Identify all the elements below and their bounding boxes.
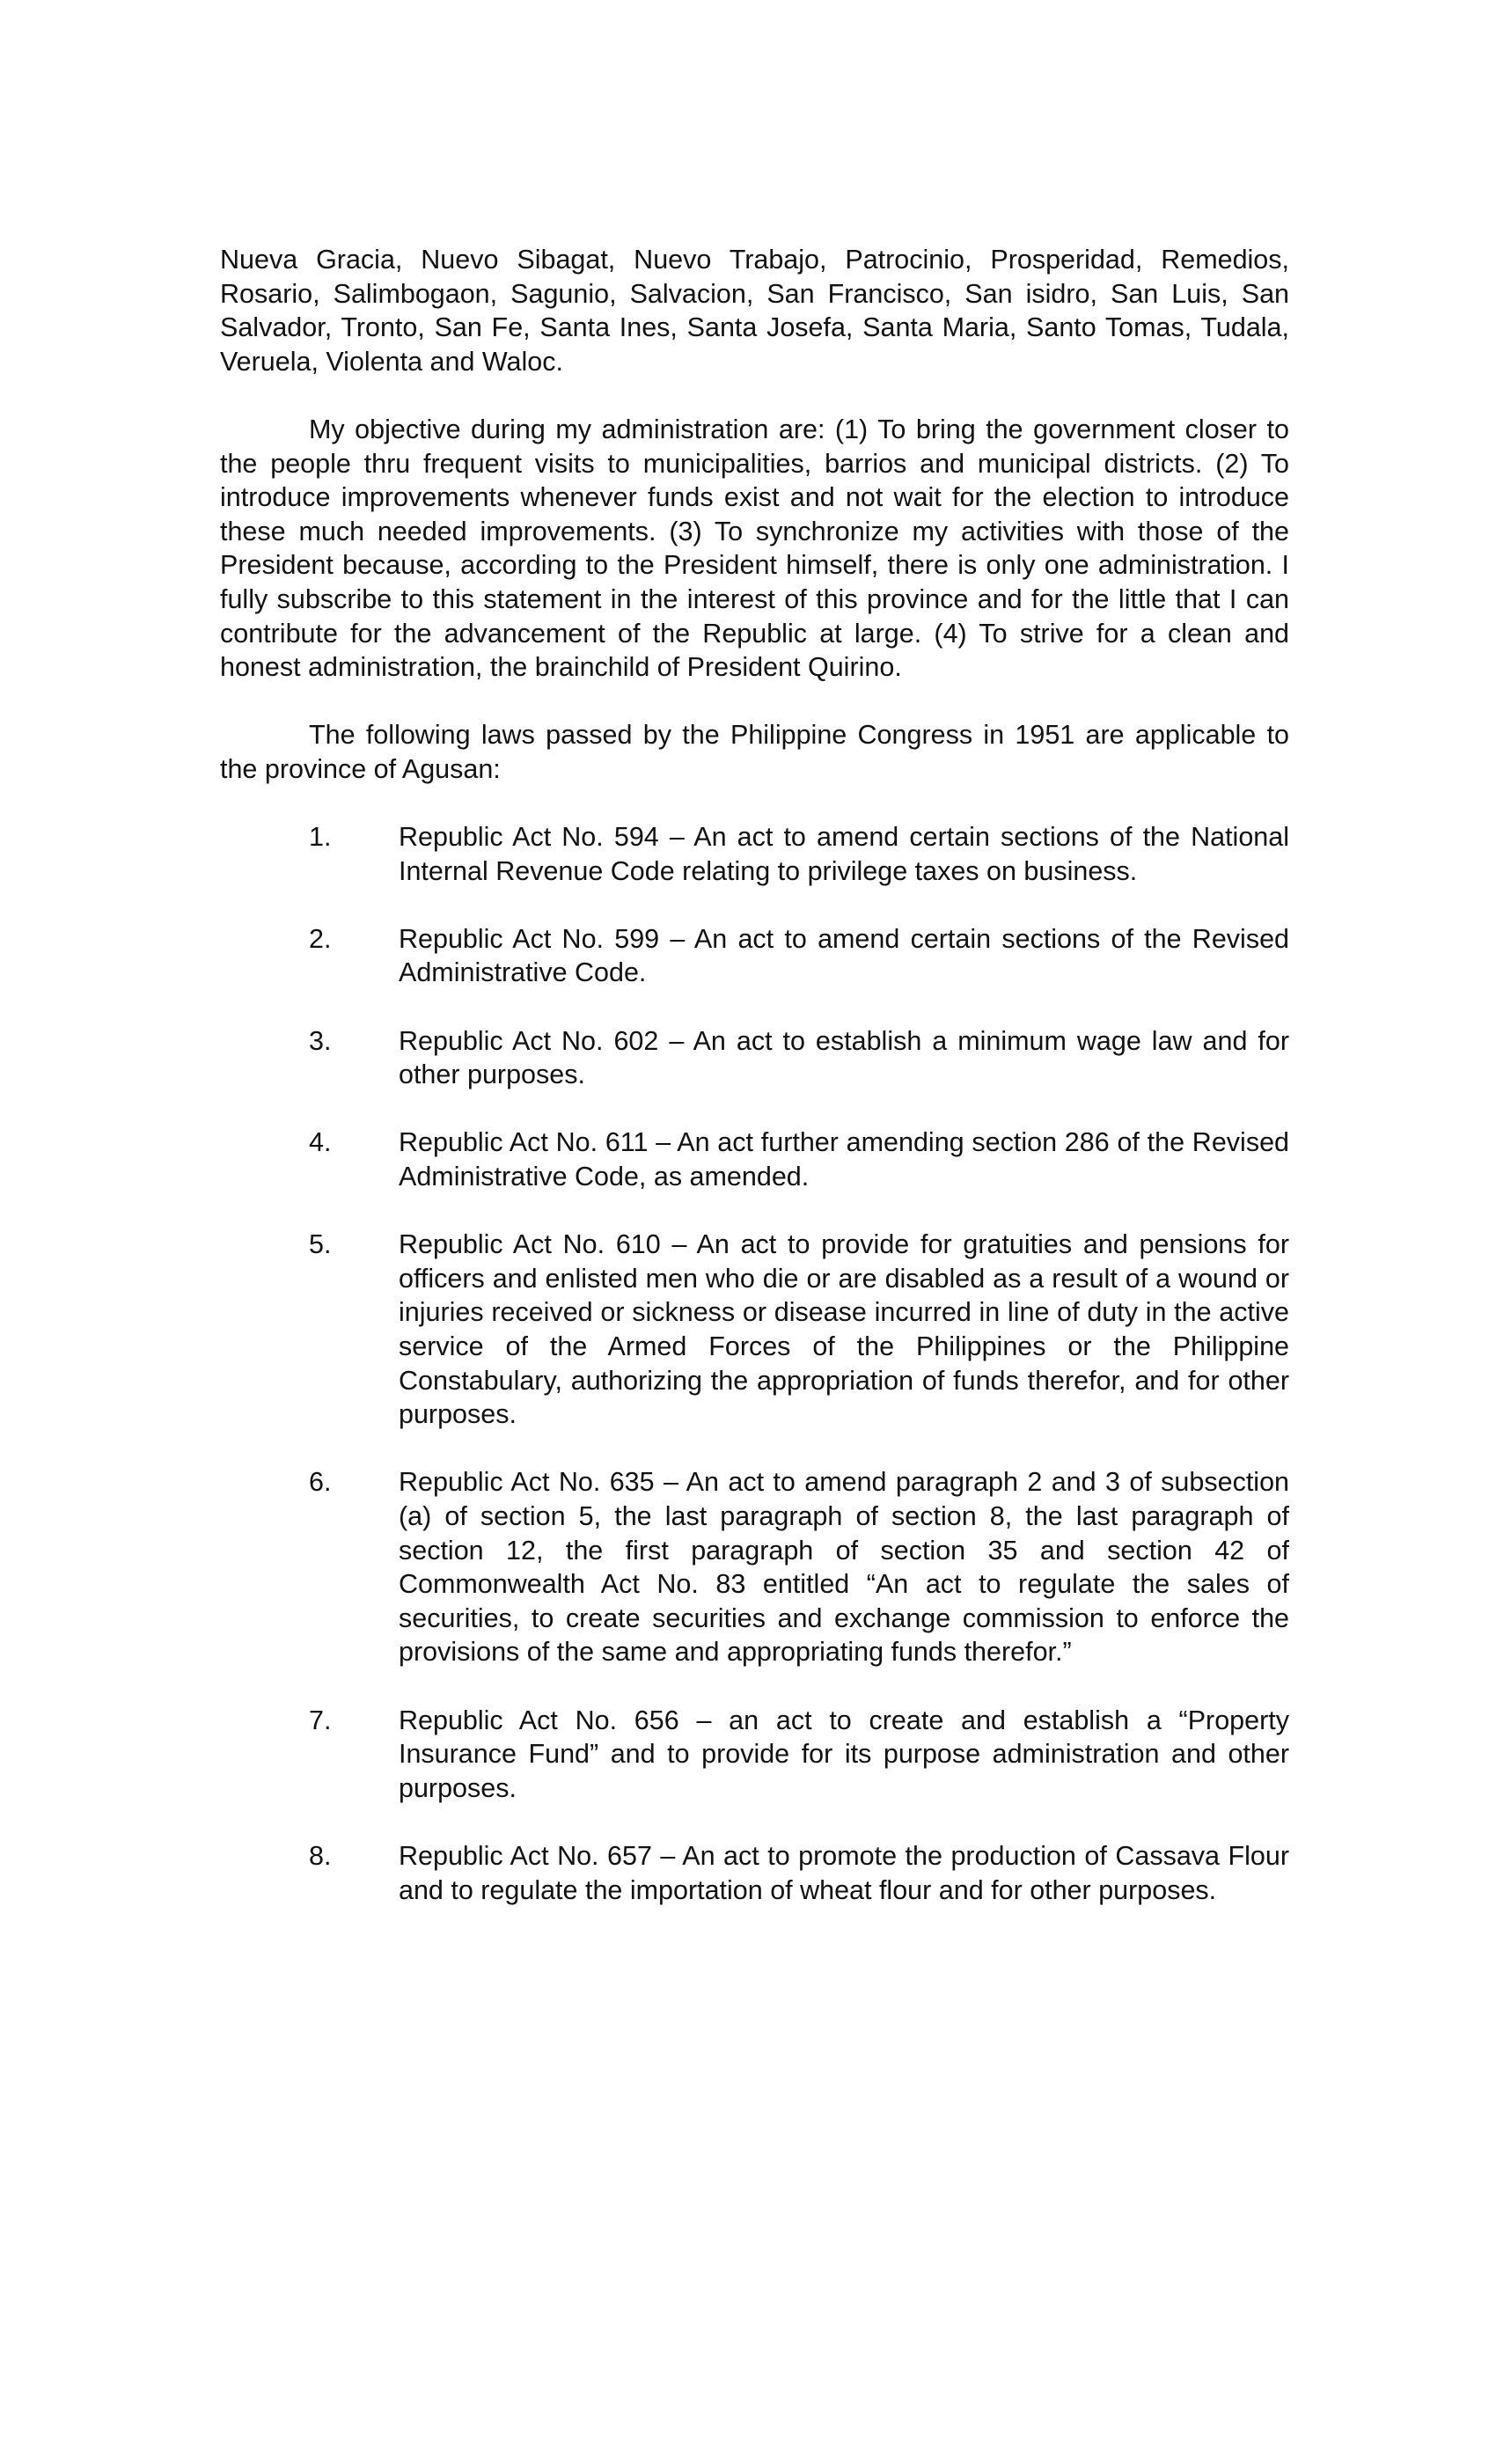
list-item-number: 6. [309, 1467, 332, 1498]
list-item-number: 8. [309, 1840, 332, 1871]
paragraph-spacer [220, 378, 1289, 413]
list-item [220, 1465, 1289, 1669]
list-item-text: Republic Act No. 610 – An act to provide for gratuities and pensions for officers and enlisted men who die or are disabled as a result of a wound or injuries received or sickness or disease incurred in line of duty in the active service of the Armed Forces of the Philippines or the Philippine Constabulary, authorizing the appropriation of funds therefor, and for other purposes. [399, 1229, 1289, 1430]
paragraph-municipalities: Nueva Gracia, Nuevo Sibagat, Nuevo Trabajo, Patrocinio, Prosperidad, Remedios, Rosario, Salimbogaon, Sagunio, Salvacion, San Francisco, San isidro, San Luis, San Salvador, Tronto, San Fe, Santa Ines, Santa Josefa, Santa Maria, Santo Tomas, Tudala, Veruela, Violenta and Waloc. [220, 245, 1289, 377]
list-item-text: Republic Act No. 611 – An act further amending section 286 of the Revised Administrative Code, as amended. [399, 1127, 1289, 1192]
document-page [220, 243, 1289, 1907]
list-item-text: Republic Act No. 657 – An act to promote the production of Cassava Flour and to regulate the importation of wheat flour and for other purposes. [399, 1840, 1289, 1905]
list-item-number: 5. [309, 1229, 332, 1260]
paragraph-laws-intro: The following laws passed by the Philippine Congress in 1951 are applicable to the province of Agusan: [220, 720, 1289, 784]
list-item-number: 4. [309, 1127, 332, 1158]
paragraph-spacer [220, 685, 1289, 719]
list-item [220, 1228, 1289, 1432]
list-item-text: Republic Act No. 635 – An act to amend paragraph 2 and 3 of subsection (a) of section 5, the last paragraph of section 8, the last paragraph of section 12, the first paragraph of section 35 and section 42 of Commonwealth Act No. 83 entitled “An act to regulate the sales of securities, to create securities and exchange commission to enforce the provisions of the same and appropriating funds therefor.” [399, 1467, 1289, 1668]
paragraph-spacer [220, 787, 1289, 821]
list-item [220, 1839, 1289, 1907]
list-item-text: Republic Act No. 656 – an act to create and establish a “Property Insurance Fund” and to provide for its purpose administration and other purposes. [399, 1705, 1289, 1803]
list-item-number: 2. [309, 923, 332, 954]
list-item [220, 1704, 1289, 1806]
paragraph-objectives: My objective during my administration are: (1) To bring the government closer to the people thru frequent visits to municipalities, barrios and municipal districts. (2) To introduce improvements whenever funds exist and not wait for the election to introduce these much needed improvements. (3) To synchronize my activities with those of the President because, according to the President himself, there is only one administration. I fully subscribe to this statement in the interest of this province and for the little that I can contribute for the advancement of the Republic at large. (4) To strive for a clean and honest administration, the brainchild of President Quirino. [220, 414, 1289, 683]
list-item-number: 3. [309, 1025, 332, 1056]
laws-list [220, 820, 1289, 1907]
list-item [220, 1024, 1289, 1092]
list-item-text: Republic Act No. 599 – An act to amend certain sections of the Revised Administrative Code. [399, 923, 1289, 988]
list-item-text: Republic Act No. 602 – An act to establish a minimum wage law and for other purposes. [399, 1025, 1289, 1090]
list-item-text: Republic Act No. 594 – An act to amend certain sections of the National Internal Revenue Code relating to privilege taxes on business. [399, 822, 1289, 886]
list-item [220, 820, 1289, 888]
list-item [220, 922, 1289, 990]
list-item-number: 7. [309, 1705, 332, 1735]
list-item [220, 1126, 1289, 1193]
list-item-number: 1. [309, 822, 332, 853]
